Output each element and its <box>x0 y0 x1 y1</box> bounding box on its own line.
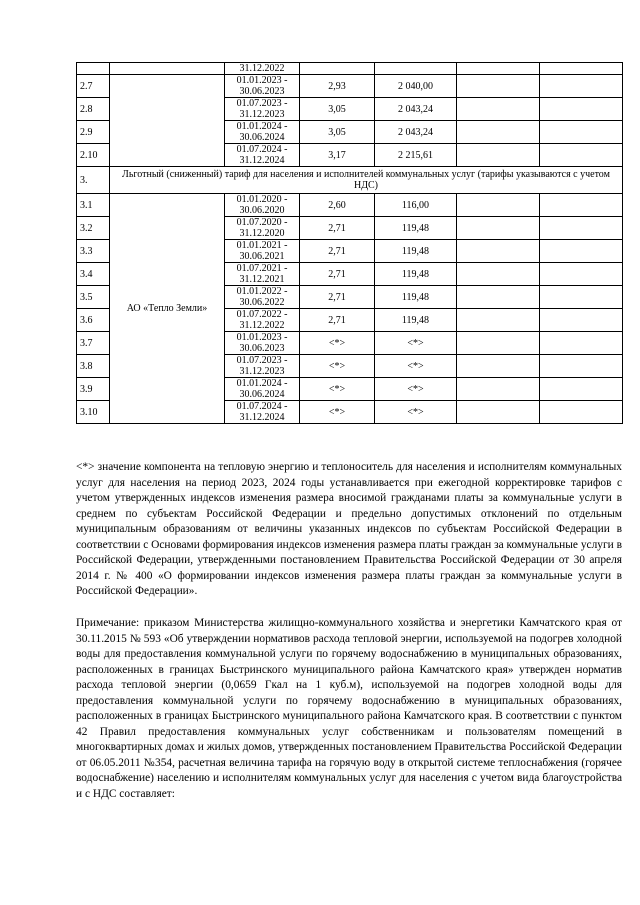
value-cell: <*> <box>375 378 457 401</box>
value-cell: 2 040,00 <box>375 75 457 98</box>
value-cell: 3,05 <box>300 98 375 121</box>
empty-cell <box>457 63 540 75</box>
tariff-table <box>76 62 623 424</box>
empty-cell <box>540 194 623 217</box>
row-number: 3.8 <box>77 355 110 378</box>
empty-cell <box>540 121 623 144</box>
value-cell: <*> <box>375 401 457 424</box>
row-number: 3. <box>77 167 110 194</box>
value-cell: 2,60 <box>300 194 375 217</box>
row-number: 2.8 <box>77 98 110 121</box>
value-cell: 2 043,24 <box>375 98 457 121</box>
value-cell: <*> <box>300 401 375 424</box>
empty-cell <box>540 240 623 263</box>
value-cell: 2 215,61 <box>375 144 457 167</box>
period-cell: 01.07.2024 - 31.12.2024 <box>225 401 300 424</box>
period-cell: 01.07.2022 - 31.12.2022 <box>225 309 300 332</box>
empty-cell <box>457 194 540 217</box>
empty-cell <box>540 286 623 309</box>
row-number: 3.5 <box>77 286 110 309</box>
value-cell: 119,48 <box>375 217 457 240</box>
value-cell: <*> <box>300 355 375 378</box>
empty-cell <box>540 263 623 286</box>
empty-cell <box>457 121 540 144</box>
empty-cell <box>457 355 540 378</box>
period-cell: 01.07.2020 - 31.12.2020 <box>225 217 300 240</box>
empty-cell <box>457 309 540 332</box>
empty-cell <box>540 217 623 240</box>
empty-cell <box>457 378 540 401</box>
org-cell <box>110 63 225 75</box>
table-row <box>77 75 623 98</box>
period-cell: 01.01.2020 - 30.06.2020 <box>225 194 300 217</box>
value-cell: 3,17 <box>300 144 375 167</box>
empty-cell <box>457 401 540 424</box>
period-cell: 31.12.2022 <box>225 63 300 75</box>
empty-cell <box>457 217 540 240</box>
row-number: 3.10 <box>77 401 110 424</box>
empty-cell <box>457 286 540 309</box>
row-number <box>77 63 110 75</box>
row-number: 3.6 <box>77 309 110 332</box>
value-cell: <*> <box>375 355 457 378</box>
table-row <box>77 194 623 217</box>
value-cell: 119,48 <box>375 286 457 309</box>
row-number: 3.7 <box>77 332 110 355</box>
value-cell: 2,71 <box>300 240 375 263</box>
value-cell: 2,71 <box>300 263 375 286</box>
empty-cell <box>540 98 623 121</box>
value-cell <box>375 63 457 75</box>
section-row <box>77 167 623 194</box>
tariff-table-body <box>77 63 623 424</box>
value-cell: 119,48 <box>375 263 457 286</box>
value-cell: 119,48 <box>375 309 457 332</box>
empty-cell <box>540 63 623 75</box>
row-number: 3.9 <box>77 378 110 401</box>
period-cell: 01.07.2024 - 31.12.2024 <box>225 144 300 167</box>
period-cell: 01.07.2023 - 31.12.2023 <box>225 98 300 121</box>
empty-cell <box>457 263 540 286</box>
value-cell: <*> <box>375 332 457 355</box>
row-number: 2.9 <box>77 121 110 144</box>
value-cell: <*> <box>300 332 375 355</box>
row-number: 3.1 <box>77 194 110 217</box>
period-cell: 01.01.2024 - 30.06.2024 <box>225 378 300 401</box>
row-number: 3.2 <box>77 217 110 240</box>
row-number: 3.3 <box>77 240 110 263</box>
empty-cell <box>540 401 623 424</box>
empty-cell <box>457 240 540 263</box>
value-cell: 116,00 <box>375 194 457 217</box>
footnote: <*> значение компонента на тепловую энергию и теплоноситель для населения и исполнителям коммунальных услуг для населения на период 2023, 2024 годы устанавливается при ежегодной корректировке тарифов с учетом утвержденных индексов изменения размера вносимой гражданами платы за коммунальные услуги в среднем по субъектам Российской Федерации и предельно допустимых отклонений по отдельным муниципальным образованиям от величины указанных индексов по субъектам Российской Федерации в соответствии с Основами формирования индексов изменения размера платы граждан за коммунальные услуги в Российской Федерации, утвержденными постановлением Правительства Российской Федерации от 30 апреля 2014 г. № 400 «О формировании индексов изменения размера платы граждан за коммунальные услуги в Российской Федерации». <box>76 461 622 597</box>
row-number: 2.10 <box>77 144 110 167</box>
table-row <box>77 63 623 75</box>
period-cell: 01.07.2023 - 31.12.2023 <box>225 355 300 378</box>
empty-cell <box>540 332 623 355</box>
value-cell <box>300 63 375 75</box>
empty-cell <box>540 378 623 401</box>
value-cell: 2,93 <box>300 75 375 98</box>
org-name: АО «Тепло Земли» <box>110 194 225 424</box>
period-cell: 01.01.2022 - 30.06.2022 <box>225 286 300 309</box>
value-cell: 2,71 <box>300 217 375 240</box>
section-title: Льготный (сниженный) тариф для населения и исполнителей коммунальных услуг (тарифы указываются с учетом НДС) <box>110 167 623 194</box>
empty-cell <box>540 75 623 98</box>
empty-cell <box>457 75 540 98</box>
empty-cell <box>457 98 540 121</box>
period-cell: 01.01.2023 - 30.06.2023 <box>225 332 300 355</box>
empty-cell <box>457 332 540 355</box>
value-cell: 3,05 <box>300 121 375 144</box>
empty-cell <box>540 355 623 378</box>
org-cell <box>110 75 225 167</box>
empty-cell <box>540 309 623 332</box>
row-number: 3.4 <box>77 263 110 286</box>
period-cell: 01.01.2021 - 30.06.2021 <box>225 240 300 263</box>
note-paragraph: Примечание: приказом Министерства жилищно-коммунального хозяйства и энергетики Камчатского края от 30.11.2015 № 593 «Об утверждении нормативов расхода тепловой энергии, используемой на подогрев холодной воды для предоставления коммунальной услуги по горячему водоснабжению в муниципальных образованиях, расположенных в границах Быстринского муниципального района Камчатского края» утвержден норматив расхода тепловой энергии (0,0659 Гкал на 1 куб.м), используемой на подогрев холодной воды для предоставления коммунальной услуги по горячему водоснабжению в муниципальных образованиях, расположенных в границах Быстринского муниципального района Камчатского края. В соответствии с пунктом 42 Правил предоставления коммунальных услуг собственникам и пользователям помещений в многоквартирных домах и жилых домов, утвержденных постановлением Правительства Российской Федерации от 06.05.2011 №354, расчетная величина тарифа на горячую воду в открытой системе теплоснабжения (горячее водоснабжение) населению и исполнителям коммунальных услуг для населения с учетом вида благоустройства и с НДС составляет: <box>76 617 622 800</box>
value-cell: 2,71 <box>300 309 375 332</box>
value-cell: 2 043,24 <box>375 121 457 144</box>
period-cell: 01.01.2023 - 30.06.2023 <box>225 75 300 98</box>
value-cell: 119,48 <box>375 240 457 263</box>
period-cell: 01.07.2021 - 31.12.2021 <box>225 263 300 286</box>
period-cell: 01.01.2024 - 30.06.2024 <box>225 121 300 144</box>
value-cell: 2,71 <box>300 286 375 309</box>
empty-cell <box>540 144 623 167</box>
empty-cell <box>457 144 540 167</box>
value-cell: <*> <box>300 378 375 401</box>
row-number: 2.7 <box>77 75 110 98</box>
